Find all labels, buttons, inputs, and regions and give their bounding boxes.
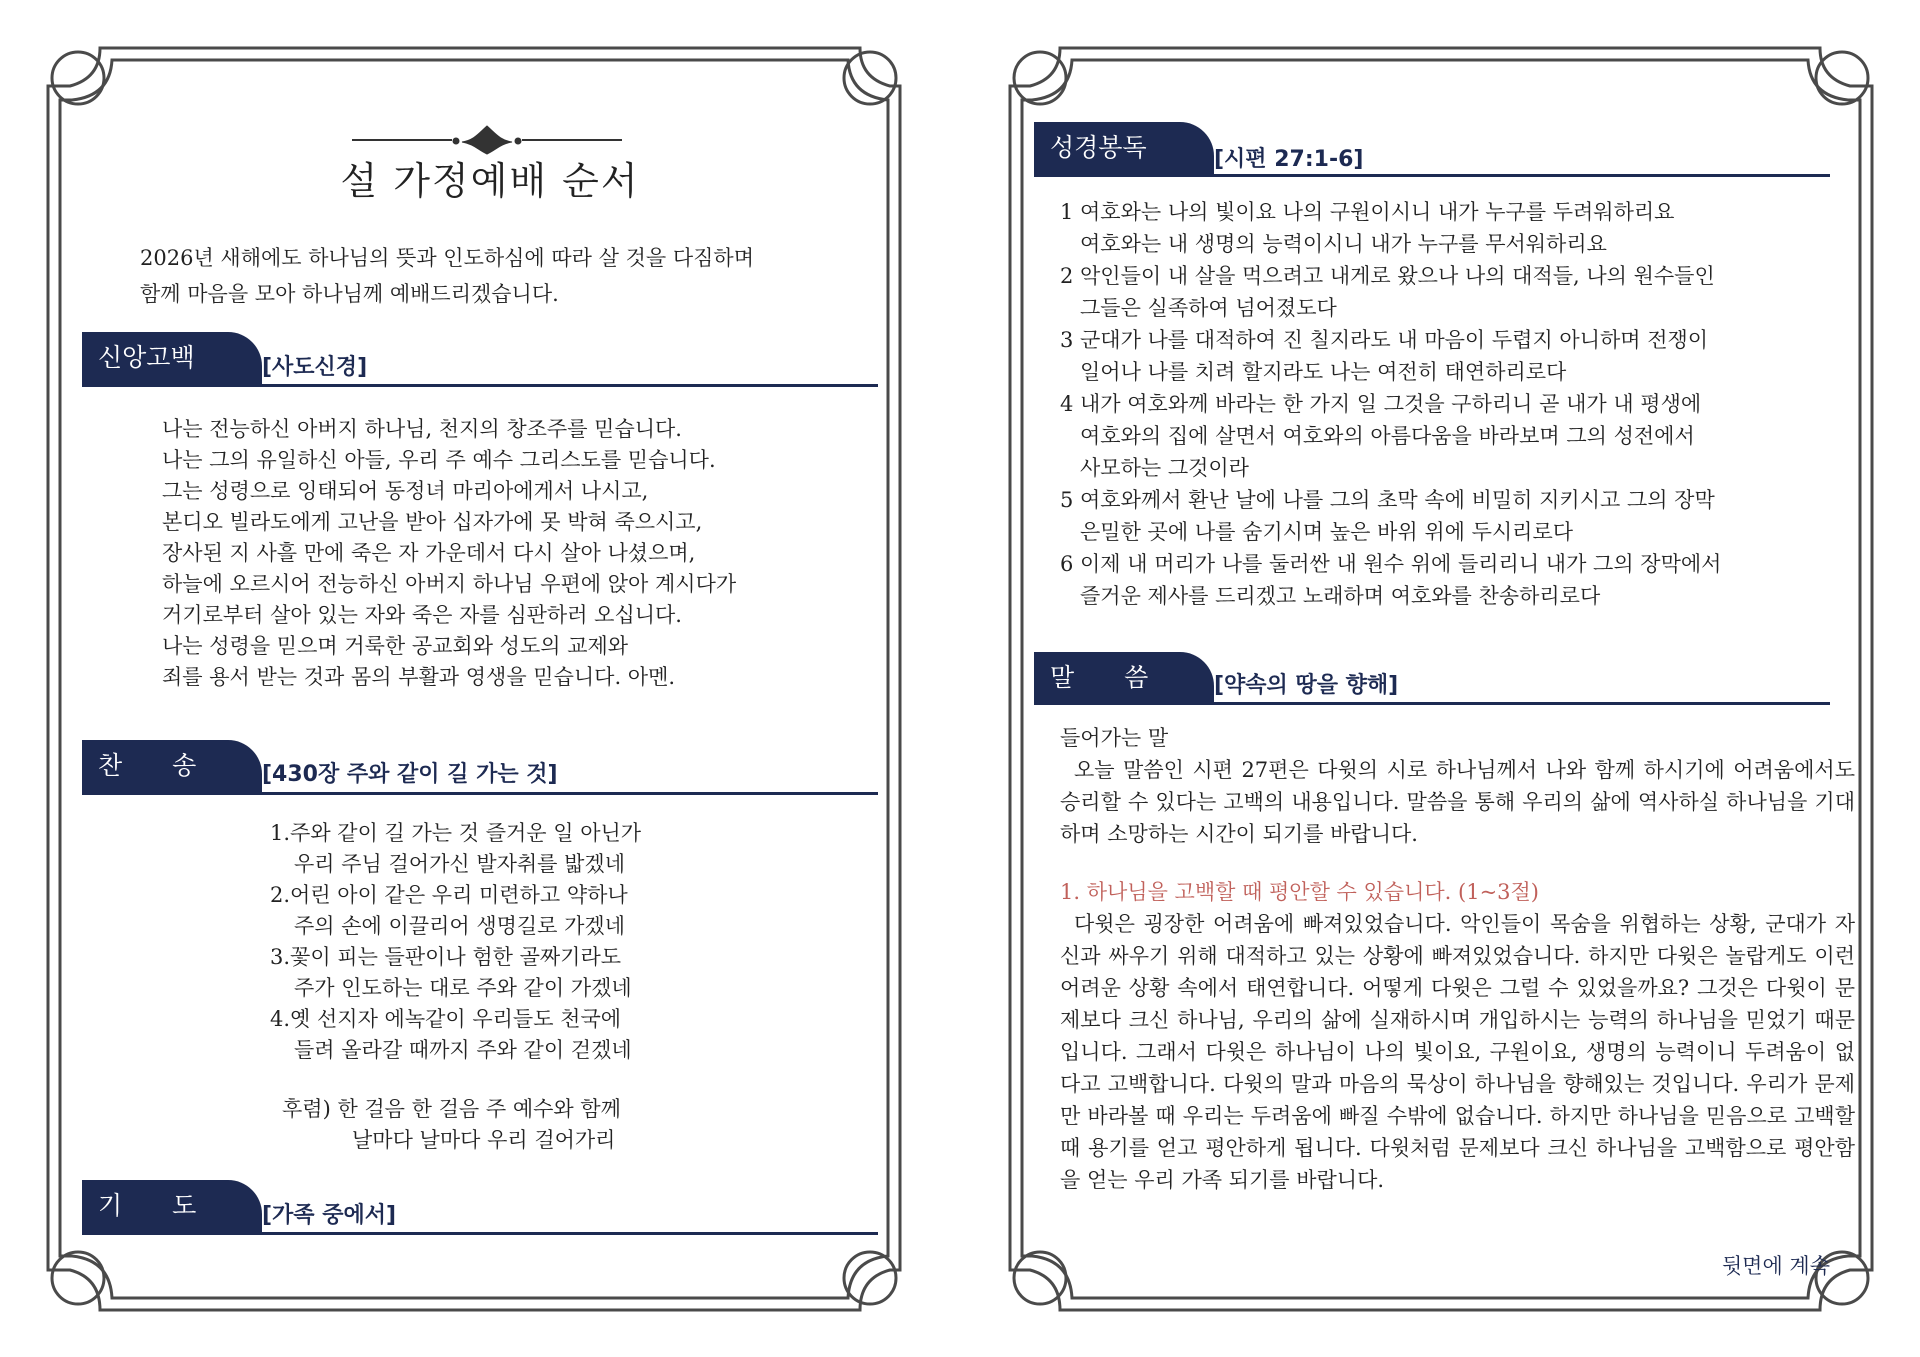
verse-row xyxy=(1060,484,1850,548)
verse-row xyxy=(1060,324,1850,388)
verse-number: 5 xyxy=(1060,488,1074,512)
section-rule xyxy=(82,1232,878,1235)
creed-text xyxy=(162,414,736,693)
hymn-line: 1.주와 같이 길 가는 것 즐거운 일 아닌가 xyxy=(270,821,642,845)
intro-line: 함께 마음을 모아 하나님께 예배드리겠습니다. xyxy=(140,282,559,306)
section-tag-reading: 성경봉독 xyxy=(1034,122,1214,174)
creed-line: 본디오 빌라도에게 고난을 받아 십자가에 못 박혀 죽으시고, xyxy=(162,510,703,534)
hymn-line: 2.어린 아이 같은 우리 미련하고 약하나 xyxy=(270,883,628,907)
creed-line: 나는 성령을 믿으며 거룩한 공교회와 성도의 교제와 xyxy=(162,634,629,658)
verse-text: 여호와는 나의 빛이요 나의 구원이시니 내가 누구를 두려워하리요 여호와는 내 생명의 능력이시니 내가 누구를 무서워하리요 xyxy=(1080,200,1675,256)
creed-line: 하늘에 오르시어 전능하신 아버지 하나님 우편에 앉아 계시다가 xyxy=(162,572,737,596)
intro-text xyxy=(140,240,860,312)
verse-text: 내가 여호와께 바라는 한 가지 일 그것을 구하리니 곧 내가 내 평생에 여호와의 집에 살면서 여호와의 아름다움을 바라보며 그의 성전에서 사모하는 그것이라 xyxy=(1080,392,1702,480)
creed-line: 나는 전능하신 아버지 하나님, 천지의 창조주를 믿습니다. xyxy=(162,417,682,441)
verse-number: 6 xyxy=(1060,552,1074,576)
section-tag-sermon: 말 씀 xyxy=(1034,652,1214,704)
verse-text: 군대가 나를 대적하여 진 칠지라도 내 마음이 두렵지 아니하며 전쟁이 일어나 나를 치려 할지라도 나는 여전히 태연하리로다 xyxy=(1080,328,1709,384)
hymn-line: 4.옛 선지자 에녹같이 우리들도 천국에 xyxy=(270,1007,622,1031)
verse-number: 3 xyxy=(1060,328,1074,352)
section-rule xyxy=(82,792,878,795)
section-subtitle-reading: [시편 27:1-6] xyxy=(1214,147,1364,172)
page-title: 설 가정예배 순서 xyxy=(340,159,640,203)
verse-number: 1 xyxy=(1060,200,1074,224)
sermon-intro-text: 오늘 말씀인 시편 27편은 다윗의 시로 하나님께서 나와 함께 하시기에 어려움에서도 승리할 수 있다는 고백의 내용입니다. 말씀을 통해 우리의 삶에 역사하실 하나님을 기대하며 소망하는 시간이 되기를 바랍니다. xyxy=(1060,758,1855,846)
refrain-line: 날마다 날마다 우리 걸어가리 xyxy=(352,1128,616,1152)
section-rule xyxy=(1034,174,1830,177)
verse-text: 악인들이 내 살을 먹으려고 내게로 왔으나 나의 대적들, 나의 원수들인 그들은 실족하여 넘어졌도다 xyxy=(1080,264,1715,320)
hymn-refrain xyxy=(282,1094,621,1156)
section-subtitle-prayer: [가족 중에서] xyxy=(262,1203,397,1228)
creed-line: 죄를 용서 받는 것과 몸의 부활과 영생을 믿습니다. 아멘. xyxy=(162,665,676,689)
section-rule xyxy=(1034,702,1830,705)
sermon-point-heading: 1. 하나님을 고백할 때 평안할 수 있습니다. (1~3절) xyxy=(1060,880,1540,904)
verse-number: 2 xyxy=(1060,264,1074,288)
section-subtitle-hymn: [430장 주와 같이 길 가는 것] xyxy=(262,762,558,787)
sermon-point-text: 다윗은 굉장한 어려움에 빠져있었습니다. 악인들이 목숨을 위협하는 상황, 군대가 자신과 싸우기 위해 대적하고 있는 상황에 빠져있었습니다. 하지만 다윗은 놀랍게도 이런 어려운 상황 속에서 태연합니다. 어떻게 다윗은 그럴 수 있었을까요? 그것은 다윗이 문제보다 크신 하나님, 우리의 삶에 실재하시며 개입하시는 능력의 하나님을 믿었기 때문입니다. 그래서 다윗은 하나님이 나의 빛이요, 구원이요, 생명의 능력이니 두려움이 없다고 고백합니다. 다윗의 말과 마음의 묵상이 하나님을 향해있는 것입니다. 우리가 문제만 바라볼 때 우리는 두려움에 빠질 수밖에 없습니다. 하지만 하나님을 믿음으로 고백할 때 용기를 얻고 평안하게 됩니다. 다윗처럼 문제보다 크신 하나님을 고백함으로 평안함을 얻는 우리 가족 되기를 바랍니다. xyxy=(1060,912,1855,1192)
hymn-line: 우리 주님 걸어가신 발자취를 밟겠네 xyxy=(294,852,625,876)
continued-note: 뒷면에 계속 xyxy=(1721,1254,1830,1278)
verse-row xyxy=(1060,196,1850,260)
refrain-line: 후렴) 한 걸음 한 걸음 주 예수와 함께 xyxy=(282,1097,621,1121)
hymn-line: 주의 손에 이끌리어 생명길로 가겠네 xyxy=(294,914,625,938)
creed-line: 거기로부터 살아 있는 자와 죽은 자를 심판하러 오십니다. xyxy=(162,603,682,627)
section-subtitle-creed: [사도신경] xyxy=(262,355,368,380)
section-tag-prayer: 기 도 xyxy=(82,1180,262,1232)
verse-row xyxy=(1060,548,1850,612)
verse-row xyxy=(1060,260,1850,324)
verse-text: 여호와께서 환난 날에 나를 그의 초막 속에 비밀히 지키시고 그의 장막 은밀한 곳에 나를 숨기시며 높은 바위 위에 두시리로다 xyxy=(1080,488,1715,544)
sermon-intro-heading: 들어가는 말 xyxy=(1060,726,1169,750)
creed-line: 장사된 지 사흘 만에 죽은 자 가운데서 다시 살아 나셨으며, xyxy=(162,541,696,565)
creed-line: 그는 성령으로 잉태되어 동정녀 마리아에게서 나시고, xyxy=(162,479,649,503)
verse-row xyxy=(1060,388,1850,484)
section-rule xyxy=(82,384,878,387)
hymn-line: 들려 올라갈 때까지 주와 같이 걷겠네 xyxy=(294,1038,632,1062)
hymn-line: 주가 인도하는 대로 주와 같이 가겠네 xyxy=(294,976,632,1000)
section-tag-creed: 신앙고백 xyxy=(82,332,262,384)
section-subtitle-sermon: [약속의 땅을 향해] xyxy=(1214,673,1399,698)
verse-number: 4 xyxy=(1060,392,1074,416)
hymn-text xyxy=(270,818,641,1066)
hymn-line: 3.꽃이 피는 들판이나 험한 골짜기라도 xyxy=(270,945,622,969)
intro-line: 2026년 새해에도 하나님의 뜻과 인도하심에 따라 살 것을 다짐하며 xyxy=(140,246,754,270)
section-tag-hymn: 찬 송 xyxy=(82,740,262,792)
scripture-reading xyxy=(1060,196,1850,612)
creed-line: 나는 그의 유일하신 아들, 우리 주 예수 그리스도를 믿습니다. xyxy=(162,448,716,472)
sermon-body xyxy=(1060,722,1855,1196)
verse-text: 이제 내 머리가 나를 둘러싼 내 원수 위에 들리리니 내가 그의 장막에서 즐거운 제사를 드리겠고 노래하며 여호와를 찬송하리로다 xyxy=(1080,552,1722,608)
